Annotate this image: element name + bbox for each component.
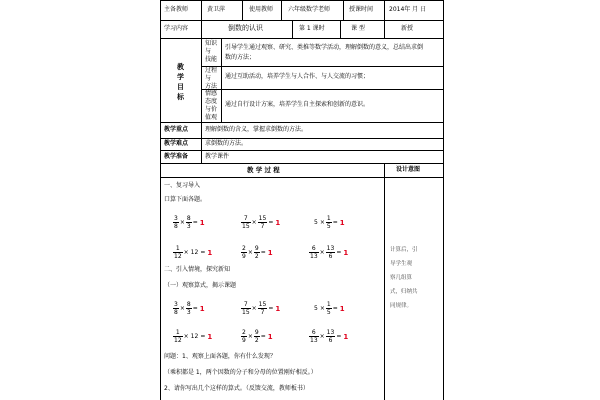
lesson-plan-sheet xyxy=(160,0,444,400)
rule xyxy=(384,20,385,38)
expression-2-9-times-9-2: $\frac{2}{9}$ × $\frac{9}{2}$ = 1 xyxy=(242,329,273,344)
design-intent-header: 设计意图 xyxy=(396,166,421,173)
preparation-label: 教学准备 xyxy=(164,153,189,160)
rule xyxy=(161,38,443,39)
rule xyxy=(161,138,443,139)
section-explore: 二、引入情境，探究新知 xyxy=(164,266,231,273)
expression-2-9-times-9-2: $\frac{2}{9}$ × $\frac{9}{2}$ = 1 xyxy=(242,245,273,260)
rule xyxy=(161,20,443,21)
rule xyxy=(343,0,344,20)
expression-1-12-times-12: $\frac{1}{12}$ × 12 = 1 xyxy=(174,245,213,260)
section-review: 一、复习导入 xyxy=(164,182,201,189)
rule xyxy=(242,0,243,20)
rule xyxy=(340,20,341,38)
goal-text-knowledge: 引导学生通过观察、研究、类推等数学活动，理解倒数的意义，总结出求倒 数的方法； xyxy=(225,44,424,61)
goal-category-knowledge: 知识 与 技能 xyxy=(205,40,218,63)
rule xyxy=(161,0,443,1)
preparer-label: 主备教师 xyxy=(164,6,189,13)
time-value: 2014年 月 日 xyxy=(389,6,427,13)
lesson-type-label: 课 型 xyxy=(351,25,365,32)
preparer-name: 黄卫萍 xyxy=(207,6,226,13)
time-label: 授课时间 xyxy=(349,6,374,13)
session-count: 第 1 课时 xyxy=(299,25,325,32)
prompt-mental-math: 口算下面各题。 xyxy=(164,196,207,203)
goal-category-process: 过程 与 方法 xyxy=(205,67,218,90)
expression-1-12-times-12: $\frac{1}{12}$ × 12 = 1 xyxy=(174,329,213,344)
teacher-label: 使用教师 xyxy=(249,6,274,13)
key-points-label: 教学重点 xyxy=(164,126,189,133)
expression-5-times-1-5: 5 × $\frac{1}{5}$ = 1 xyxy=(314,215,345,230)
rule xyxy=(201,66,443,67)
rule xyxy=(161,177,443,178)
question-write: 2、请你写出几个这样的算式。（反馈交流，教师板书） xyxy=(164,385,309,392)
goal-category-attitude: 情感 态度 与价 值观 xyxy=(205,90,218,121)
rule xyxy=(161,163,443,164)
expression-3-8-times-8-3: $\frac{3}{8}$ × $\frac{8}{3}$ = 1 xyxy=(174,215,205,230)
expression-6-13-times-13-6: $\frac{6}{13}$ × $\frac{13}{6}$ = 1 xyxy=(310,329,349,344)
difficulty-label: 教学难点 xyxy=(164,140,189,147)
goals-label: 教 学 目 标 xyxy=(177,63,184,101)
rule xyxy=(384,0,385,20)
difficulty-text: 求倒数的方法。 xyxy=(205,140,248,147)
question-observe: 问题：1、观察上面各题，你有什么发现？ xyxy=(164,353,276,360)
expression-7-15-times-15-7: $\frac{7}{15}$ × $\frac{15}{7}$ = 1 xyxy=(242,215,281,230)
expression-5-times-1-5: 5 × $\frac{1}{5}$ = 1 xyxy=(314,301,345,316)
expression-6-13-times-13-6: $\frac{6}{13}$ × $\frac{13}{6}$ = 1 xyxy=(310,245,349,260)
goal-text-attitude: 通过自行设计方案，培养学生自主探索和创新的意识。 xyxy=(225,101,370,108)
rule xyxy=(161,150,443,151)
goal-text-process: 通过互助活动，培养学生与人合作、与人交流的习惯； xyxy=(225,73,370,80)
process-header: 教 学 过 程 xyxy=(247,166,280,174)
lesson-type-value: 新授 xyxy=(401,25,414,32)
subsection-observe: （一）观察算式，揭示课题 xyxy=(164,282,237,289)
rule xyxy=(281,0,282,20)
rule xyxy=(384,163,385,400)
rule xyxy=(201,89,443,90)
expression-3-8-times-8-3: $\frac{3}{8}$ × $\frac{8}{3}$ = 1 xyxy=(174,301,205,316)
preparation-text: 教学课件 xyxy=(205,153,230,160)
rule xyxy=(292,20,293,38)
teacher-value: 六年级数学老师 xyxy=(288,6,331,13)
rule xyxy=(161,122,443,123)
expression-7-15-times-15-7: $\frac{7}{15}$ × $\frac{15}{7}$ = 1 xyxy=(242,301,281,316)
design-intent-note: 计算后，引 导学生观 察几组算 式，归纳共 同规律。 xyxy=(390,247,418,309)
topic-label: 学习内容 xyxy=(164,25,189,32)
rule xyxy=(221,38,222,122)
topic-title: 倒数的认识 xyxy=(228,24,263,32)
answer-observe: （乘积都是 1，两个因数的分子和分母的位置刚好相反。） xyxy=(164,369,317,376)
key-points-text: 理解倒数的含义，掌握求倒数的方法。 xyxy=(205,126,308,133)
rule xyxy=(201,0,202,163)
